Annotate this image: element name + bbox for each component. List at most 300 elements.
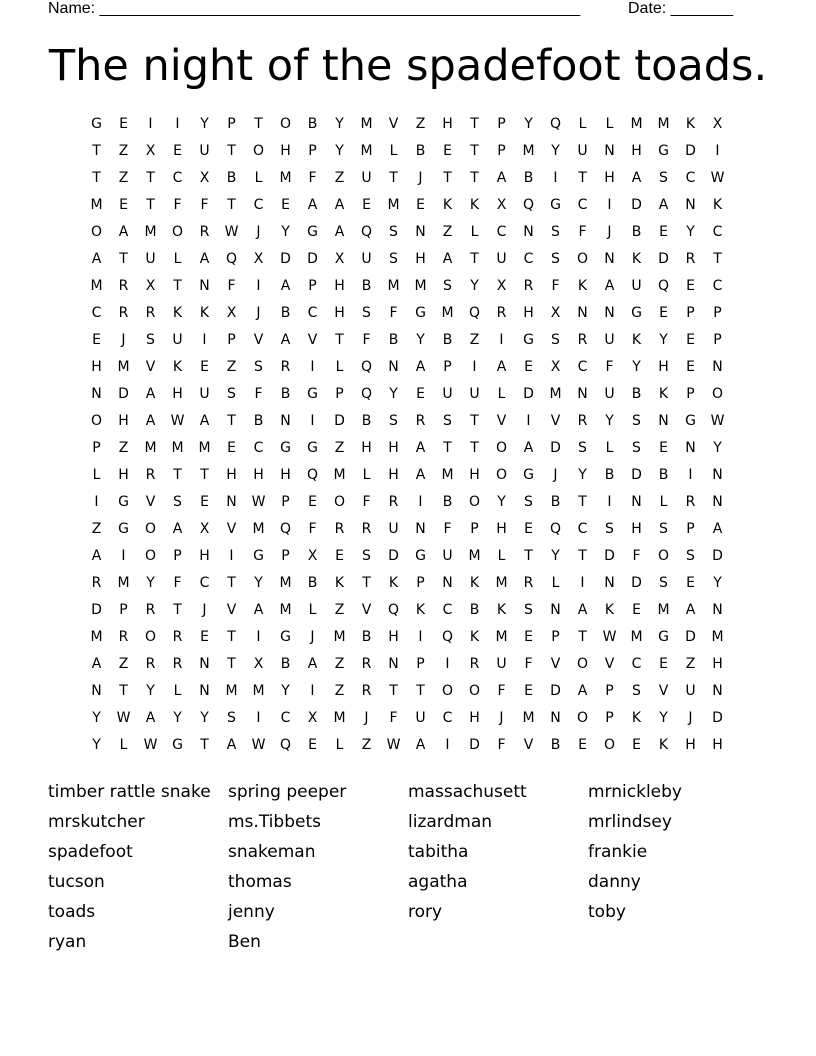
grid-letter: O	[90, 413, 103, 429]
grid-letter: J	[688, 710, 693, 726]
grid-letter: R	[118, 629, 129, 645]
grid-letter: A	[280, 278, 291, 294]
grid-letter: T	[470, 251, 479, 267]
grid-letter: U	[604, 332, 615, 348]
grid-letter: S	[227, 386, 236, 402]
grid-letter: J	[607, 224, 612, 240]
grid-letter: J	[121, 332, 126, 348]
grid-letter: T	[470, 143, 479, 159]
grid-letter: R	[685, 494, 696, 510]
grid-letter: H	[388, 440, 399, 456]
grid-letter: N	[577, 305, 588, 321]
grid-letter: E	[659, 224, 668, 240]
grid-letter: U	[685, 683, 696, 699]
grid-letter: U	[469, 386, 480, 402]
grid-letter: A	[415, 737, 426, 753]
grid-letter: H	[388, 629, 399, 645]
grid-letter: O	[90, 224, 103, 240]
grid-letter: B	[280, 656, 291, 672]
grid-letter: K	[199, 305, 210, 321]
grid-letter: N	[631, 494, 642, 510]
grid-letter: V	[658, 683, 669, 699]
grid-letter: P	[416, 575, 425, 591]
grid-letter: M	[657, 116, 670, 132]
grid-letter: R	[145, 602, 156, 618]
grid-letter: P	[227, 116, 236, 132]
grid-letter: W	[251, 737, 266, 753]
grid-letter: Y	[254, 575, 263, 591]
grid-letter: H	[442, 116, 453, 132]
grid-letter: E	[524, 359, 533, 375]
grid-letter: M	[90, 629, 103, 645]
grid-letter: D	[604, 548, 615, 564]
word-bank-item: toby	[588, 902, 626, 922]
grid-letter: S	[605, 521, 614, 537]
grid-letter: B	[658, 467, 669, 483]
grid-letter: T	[227, 413, 236, 429]
grid-letter: S	[659, 575, 668, 591]
grid-letter: P	[308, 278, 317, 294]
grid-letter: D	[280, 251, 291, 267]
grid-letter: M	[279, 602, 292, 618]
grid-letter: P	[605, 710, 614, 726]
grid-letter: S	[578, 440, 587, 456]
grid-letter: D	[307, 251, 318, 267]
grid-letter: H	[118, 413, 129, 429]
grid-letter: Z	[334, 683, 345, 699]
grid-letter: J	[418, 170, 423, 186]
grid-letter: I	[418, 494, 423, 510]
grid-letter: T	[227, 197, 236, 213]
grid-letter: P	[416, 656, 425, 672]
grid-letter: T	[362, 575, 371, 591]
grid-letter: V	[226, 602, 237, 618]
grid-letter: C	[253, 197, 264, 213]
grid-letter: N	[199, 656, 210, 672]
grid-letter: M	[171, 440, 184, 456]
grid-letter: T	[173, 602, 182, 618]
grid-letter: K	[658, 386, 669, 402]
grid-letter: N	[604, 575, 615, 591]
grid-letter: T	[200, 467, 209, 483]
grid-letter: B	[550, 494, 561, 510]
word-search-grid	[83, 111, 731, 759]
grid-letter: R	[361, 656, 372, 672]
grid-letter: A	[91, 548, 102, 564]
grid-letter: M	[198, 440, 211, 456]
grid-letter: A	[91, 251, 102, 267]
grid-letter: E	[686, 359, 695, 375]
grid-letter: E	[92, 332, 101, 348]
grid-letter: S	[362, 305, 371, 321]
grid-letter: W	[710, 413, 725, 429]
grid-letter: E	[362, 197, 371, 213]
grid-letter: T	[524, 548, 533, 564]
grid-letter: F	[443, 521, 452, 537]
grid-letter: A	[334, 197, 345, 213]
word-bank-item: mrskutcher	[48, 812, 145, 832]
grid-letter: H	[685, 737, 696, 753]
grid-letter: L	[173, 683, 182, 699]
grid-letter: V	[523, 737, 534, 753]
grid-letter: J	[202, 602, 207, 618]
grid-letter: E	[686, 332, 695, 348]
grid-letter: P	[686, 521, 695, 537]
grid-letter: C	[712, 278, 723, 294]
grid-letter: S	[551, 332, 560, 348]
grid-letter: O	[468, 683, 481, 699]
grid-letter: T	[92, 170, 101, 186]
grid-letter: U	[577, 143, 588, 159]
grid-letter: T	[119, 683, 128, 699]
grid-letter: N	[388, 656, 399, 672]
grid-letter: Y	[200, 116, 209, 132]
grid-letter: A	[145, 710, 156, 726]
grid-letter: E	[119, 116, 128, 132]
grid-letter: X	[334, 251, 345, 267]
grid-letter: S	[686, 548, 695, 564]
grid-letter: D	[712, 710, 723, 726]
grid-letter: R	[577, 413, 588, 429]
grid-letter: Y	[713, 575, 722, 591]
grid-letter: X	[550, 359, 561, 375]
grid-letter: M	[549, 386, 562, 402]
grid-letter: A	[658, 197, 669, 213]
grid-letter: N	[199, 683, 210, 699]
grid-letter: E	[308, 494, 317, 510]
grid-letter: W	[251, 494, 266, 510]
grid-letter: N	[712, 494, 723, 510]
grid-letter: S	[659, 170, 668, 186]
grid-letter: O	[468, 494, 481, 510]
grid-letter: O	[657, 548, 670, 564]
grid-letter: N	[388, 359, 399, 375]
grid-letter: H	[415, 251, 426, 267]
grid-letter: Q	[279, 521, 292, 537]
grid-letter: V	[145, 494, 156, 510]
grid-letter: O	[441, 683, 454, 699]
grid-letter: Y	[551, 143, 560, 159]
grid-letter: A	[415, 359, 426, 375]
grid-letter: W	[116, 710, 131, 726]
grid-letter: M	[252, 683, 265, 699]
grid-letter: L	[605, 440, 614, 456]
grid-letter: A	[253, 602, 264, 618]
grid-letter: Z	[118, 143, 129, 159]
grid-letter: P	[686, 386, 695, 402]
grid-letter: R	[145, 305, 156, 321]
grid-letter: E	[227, 440, 236, 456]
grid-letter: N	[550, 602, 561, 618]
grid-letter: G	[685, 413, 696, 429]
grid-letter: X	[496, 197, 507, 213]
grid-letter: Z	[469, 332, 480, 348]
grid-letter: E	[659, 656, 668, 672]
grid-letter: K	[469, 197, 480, 213]
grid-letter: S	[146, 332, 155, 348]
word-bank-item: tucson	[48, 872, 105, 892]
grid-letter: L	[308, 602, 317, 618]
grid-letter: E	[119, 197, 128, 213]
grid-letter: N	[91, 386, 102, 402]
grid-letter: S	[173, 494, 182, 510]
grid-letter: H	[253, 467, 264, 483]
grid-letter: K	[631, 332, 642, 348]
grid-letter: Y	[713, 440, 722, 456]
grid-letter: A	[118, 224, 129, 240]
grid-letter: D	[388, 548, 399, 564]
grid-letter: A	[442, 251, 453, 267]
word-bank-item: massachusett	[408, 782, 527, 802]
grid-letter: K	[631, 251, 642, 267]
word-bank-item: thomas	[228, 872, 292, 892]
grid-letter: N	[712, 602, 723, 618]
grid-letter: G	[280, 440, 291, 456]
grid-letter: S	[659, 521, 668, 537]
grid-letter: A	[631, 170, 642, 186]
grid-letter: R	[388, 494, 399, 510]
grid-letter: T	[254, 116, 263, 132]
grid-letter: J	[256, 224, 261, 240]
grid-letter: T	[389, 170, 398, 186]
grid-letter: A	[199, 413, 210, 429]
grid-letter: P	[281, 494, 290, 510]
grid-letter: Y	[281, 683, 290, 699]
grid-letter: A	[307, 197, 318, 213]
grid-letter: J	[364, 710, 369, 726]
grid-letter: L	[173, 251, 182, 267]
grid-letter: T	[713, 251, 722, 267]
grid-letter: T	[578, 170, 587, 186]
grid-letter: R	[172, 656, 183, 672]
grid-letter: M	[333, 710, 346, 726]
grid-letter: A	[307, 656, 318, 672]
grid-letter: F	[605, 359, 614, 375]
grid-letter: T	[227, 575, 236, 591]
grid-letter: M	[117, 359, 130, 375]
grid-letter: A	[145, 413, 156, 429]
grid-letter: N	[523, 224, 534, 240]
grid-letter: C	[199, 575, 210, 591]
grid-letter: F	[524, 656, 533, 672]
grid-letter: I	[175, 116, 180, 132]
grid-letter: L	[335, 737, 344, 753]
grid-letter: T	[146, 197, 155, 213]
grid-letter: U	[442, 386, 453, 402]
grid-letter: B	[307, 575, 318, 591]
grid-letter: X	[712, 116, 723, 132]
grid-letter: R	[118, 278, 129, 294]
grid-letter: N	[712, 359, 723, 375]
grid-letter: K	[172, 359, 183, 375]
grid-letter: E	[659, 305, 668, 321]
grid-letter: H	[388, 467, 399, 483]
grid-letter: N	[712, 467, 723, 483]
grid-letter: H	[91, 359, 102, 375]
grid-letter: I	[472, 359, 477, 375]
grid-letter: S	[362, 548, 371, 564]
grid-letter: U	[415, 710, 426, 726]
date-field-label: Date: _______	[628, 0, 733, 17]
grid-letter: C	[91, 305, 102, 321]
grid-letter: P	[686, 305, 695, 321]
grid-letter: T	[578, 494, 587, 510]
grid-letter: E	[632, 737, 641, 753]
grid-letter: T	[119, 251, 128, 267]
grid-letter: A	[577, 683, 588, 699]
grid-letter: G	[550, 197, 561, 213]
grid-letter: Y	[416, 332, 425, 348]
grid-letter: Y	[470, 278, 479, 294]
grid-letter: V	[550, 413, 561, 429]
grid-letter: O	[495, 467, 508, 483]
grid-letter: K	[388, 575, 399, 591]
grid-letter: G	[280, 629, 291, 645]
word-bank-item: spadefoot	[48, 842, 133, 862]
grid-letter: D	[469, 737, 480, 753]
grid-letter: I	[715, 143, 720, 159]
grid-letter: T	[227, 143, 236, 159]
grid-letter: R	[415, 413, 426, 429]
grid-letter: V	[253, 332, 264, 348]
grid-letter: M	[387, 197, 400, 213]
grid-letter: I	[418, 629, 423, 645]
grid-letter: U	[145, 251, 156, 267]
grid-letter: V	[307, 332, 318, 348]
grid-letter: X	[226, 305, 237, 321]
grid-letter: Z	[334, 656, 345, 672]
grid-letter: C	[577, 521, 588, 537]
grid-letter: T	[146, 170, 155, 186]
grid-letter: B	[523, 170, 534, 186]
grid-letter: M	[711, 629, 724, 645]
grid-letter: C	[685, 170, 696, 186]
grid-letter: S	[551, 251, 560, 267]
grid-letter: B	[361, 413, 372, 429]
grid-letter: I	[310, 413, 315, 429]
grid-letter: G	[523, 332, 534, 348]
page-title: The night of the spadefoot toads.	[48, 41, 768, 91]
grid-letter: B	[280, 305, 291, 321]
grid-letter: I	[310, 359, 315, 375]
grid-letter: M	[144, 440, 157, 456]
grid-letter: L	[470, 224, 479, 240]
grid-letter: Z	[334, 602, 345, 618]
grid-letter: I	[229, 548, 234, 564]
grid-letter: G	[253, 548, 264, 564]
grid-letter: N	[199, 278, 210, 294]
grid-letter: H	[361, 440, 372, 456]
grid-letter: B	[550, 737, 561, 753]
grid-letter: Z	[334, 170, 345, 186]
grid-letter: B	[631, 224, 642, 240]
grid-letter: K	[172, 305, 183, 321]
grid-letter: E	[416, 197, 425, 213]
grid-letter: M	[333, 467, 346, 483]
grid-letter: Y	[173, 710, 182, 726]
grid-letter: P	[470, 521, 479, 537]
grid-letter: O	[279, 116, 292, 132]
grid-letter: I	[445, 737, 450, 753]
grid-letter: L	[335, 359, 344, 375]
grid-letter: A	[523, 440, 534, 456]
grid-letter: Q	[549, 521, 562, 537]
word-bank-item: frankie	[588, 842, 648, 862]
grid-letter: W	[143, 737, 158, 753]
grid-letter: U	[388, 521, 399, 537]
grid-letter: E	[200, 494, 209, 510]
grid-letter: T	[173, 467, 182, 483]
grid-letter: A	[577, 602, 588, 618]
grid-letter: F	[632, 548, 641, 564]
grid-letter: K	[496, 602, 507, 618]
grid-letter: Q	[225, 251, 238, 267]
grid-letter: H	[280, 467, 291, 483]
grid-letter: U	[496, 251, 507, 267]
grid-letter: R	[523, 278, 534, 294]
grid-letter: C	[442, 602, 453, 618]
grid-letter: V	[496, 413, 507, 429]
grid-letter: Z	[361, 737, 372, 753]
grid-letter: H	[172, 386, 183, 402]
grid-letter: N	[685, 440, 696, 456]
grid-letter: S	[632, 683, 641, 699]
grid-letter: H	[280, 143, 291, 159]
grid-letter: B	[226, 170, 237, 186]
grid-letter: I	[499, 332, 504, 348]
grid-letter: V	[604, 656, 615, 672]
grid-letter: Y	[146, 683, 155, 699]
grid-letter: G	[307, 224, 318, 240]
grid-letter: N	[577, 386, 588, 402]
grid-letter: P	[443, 359, 452, 375]
grid-letter: Z	[91, 521, 102, 537]
grid-letter: H	[631, 521, 642, 537]
grid-letter: A	[415, 440, 426, 456]
grid-letter: E	[524, 521, 533, 537]
grid-letter: T	[470, 116, 479, 132]
grid-letter: F	[362, 494, 371, 510]
grid-letter: C	[577, 197, 588, 213]
grid-letter: N	[415, 521, 426, 537]
grid-letter: L	[362, 467, 371, 483]
grid-letter: U	[172, 332, 183, 348]
grid-letter: S	[632, 440, 641, 456]
header-line	[48, 0, 748, 20]
word-bank-item: spring peeper	[228, 782, 347, 802]
grid-letter: M	[360, 143, 373, 159]
grid-letter: R	[172, 629, 183, 645]
grid-letter: E	[578, 737, 587, 753]
grid-letter: G	[307, 440, 318, 456]
grid-letter: G	[523, 467, 534, 483]
grid-letter: X	[307, 548, 318, 564]
grid-letter: N	[658, 413, 669, 429]
grid-letter: S	[551, 224, 560, 240]
grid-letter: N	[604, 143, 615, 159]
grid-letter: G	[307, 386, 318, 402]
grid-letter: E	[524, 629, 533, 645]
grid-letter: P	[173, 548, 182, 564]
grid-letter: A	[496, 170, 507, 186]
grid-letter: E	[416, 386, 425, 402]
grid-letter: Z	[118, 170, 129, 186]
grid-letter: N	[550, 710, 561, 726]
grid-letter: T	[227, 656, 236, 672]
grid-letter: V	[388, 116, 399, 132]
grid-letter: R	[334, 521, 345, 537]
grid-letter: R	[361, 521, 372, 537]
